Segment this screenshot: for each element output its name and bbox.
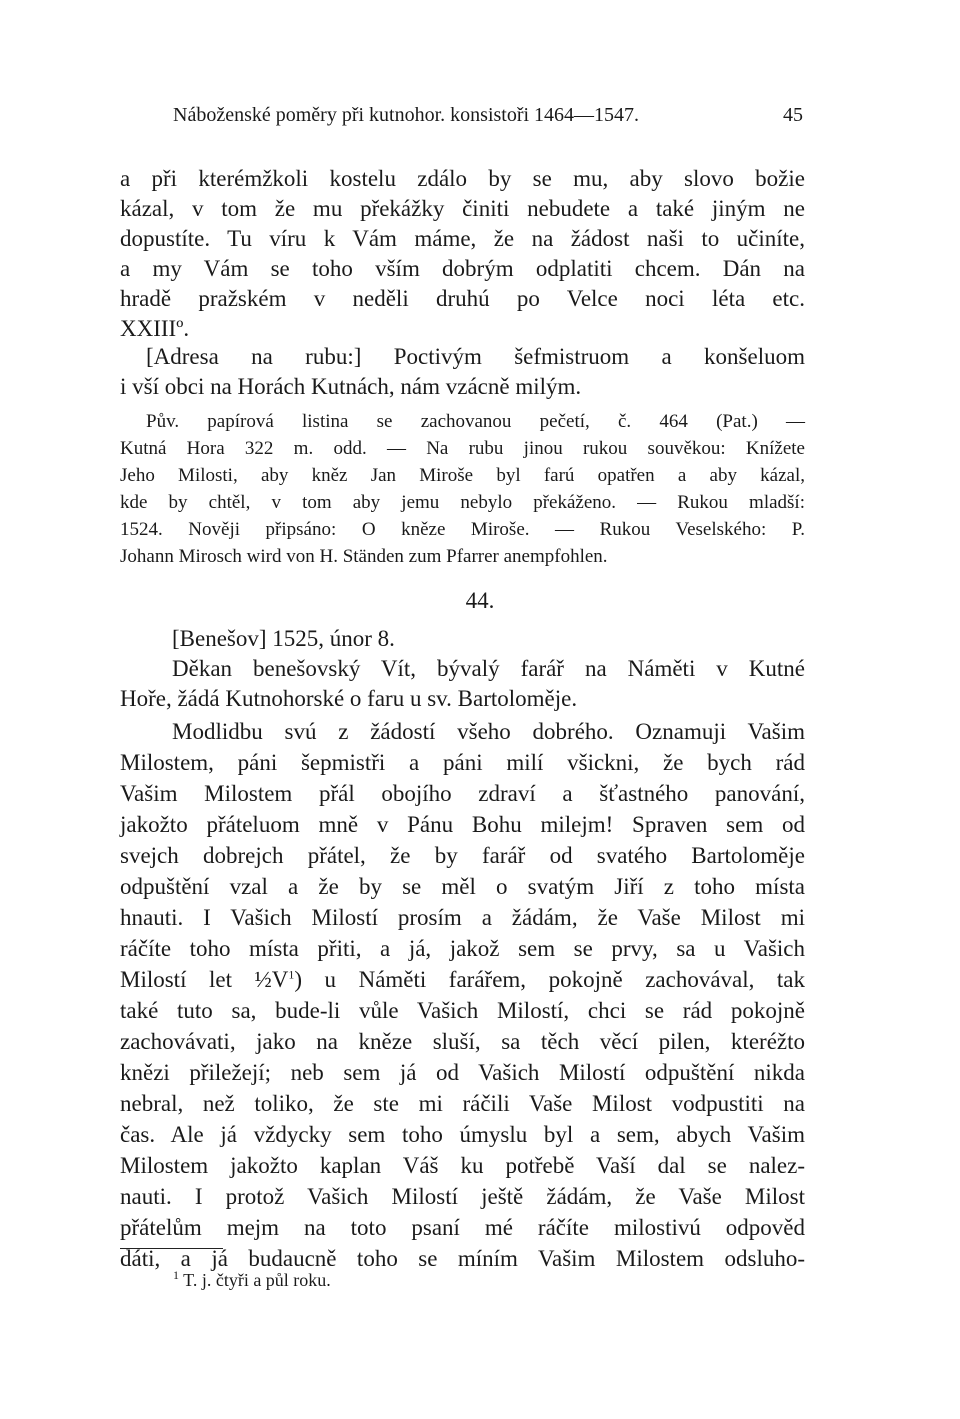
text-line: zachovávati, jako na kněze sluší, sa těch věcí pilen, kteréžto [120,1029,805,1054]
text-line: ráčíte toho místa přiti, a já, jakož sem se prvy, sa u Vašich [120,936,805,961]
text-line: 1524. Nověji připsáno: O kněze Miroše. — Rukou Veselského: P. [120,519,805,540]
text-line: přátelům mejm na toto psaní mé ráčíte milostivú odpověd [120,1215,805,1240]
text-line: hnauti. I Vašich Milostí prosím a žádám, že Vaše Milost mi [120,905,805,930]
text-line: a my Vám se toho vším dobrým odplatiti chcem. Dán na [120,256,805,281]
text-line: [Benešov] 1525, únor 8. [172,626,395,651]
text-line: Johann Mirosch wird von H. Ständen zum Pfarrer anempfohlen. [120,546,608,567]
text-line-with-footnote [120,964,805,995]
text-line: Pův. papírová listina se zachovanou pečetí, č. 464 (Pat.) — [146,411,805,432]
text-line: XXIIIº. [120,316,190,341]
text-line: [Adresa na rubu:] Poctivým šefmistruom a konšeluom [146,344,805,369]
text-line: a při kterémžkoli kostelu zdálo by se mu, aby slovo božie [120,166,805,191]
footnote-rule [120,1248,223,1249]
text-fragment: ) u Náměti farářem, pokojně zachovával, tak [294,967,805,992]
text-fragment: V [271,967,289,992]
text-line: hradě pražském v neděli druhú po Velce noci léta etc. [120,286,805,311]
text-line: dopustíte. Tu víru k Vám máme, že na žádost naši to učiníte, [120,226,805,251]
text-line: dáti, a já budaucně toho se míním Vašim Milostem odsluho- [120,1246,805,1271]
document-number: 44. [465,588,495,613]
footnote-reference: 1 [288,967,295,982]
text-line: Vašim Milostem přál obojího zdraví a šťastného panování, [120,781,805,806]
page-number: 45 [783,104,803,126]
source-note [120,408,805,570]
text-line: Milostem, páni šepmistři a páni milí všickni, že bych rád [120,750,805,775]
text-line: Děkan benešovský Vít, bývalý farář na Náměti v Kutné [172,656,805,681]
text-line: odpuštění vzal a že by se měl o svatým Jiří z toho místa [120,874,805,899]
text-line: i vší obci na Horách Kutnách, nám vzácně milým. [120,374,582,399]
text-line: Milostem jakožto kaplan Váš ku potřebě Vaší dal se nalez- [120,1153,805,1178]
text-line: nebral, než toliko, že ste mi ráčili Vaše Milost vodpustiti na [120,1091,805,1116]
letter-end-paragraph [120,164,805,344]
text-line: také tuto sa, bude-li vůle Vašich Milostí, chci se rád pokojně [120,998,805,1023]
running-header [173,104,803,134]
text-line: knězi přiležejí; neb sem já od Vašich Milostí odpuštění nikda [120,1060,805,1085]
fraction: ½ [254,967,272,992]
text-line: Modlidbu svú z žádostí všeho dobrého. Oznamuji Vašim [172,719,805,744]
text-line: Jeho Milosti, aby kněz Jan Miroše byl farú opatřen a aby kázal, [120,465,805,486]
address-paragraph [120,342,805,402]
text-line: Kutná Hora 322 m. odd. — Na rubu jinou rukou souvěkou: Knížete [120,438,805,459]
text-line: kázal, v tom že mu překážky činiti nebudete a také jiným ne [120,196,805,221]
document-summary [120,654,805,714]
dateline [120,624,805,654]
letter-body [120,716,805,1274]
footnote-text: T. j. čtyři a půl roku. [179,1270,331,1290]
text-line: jakožto přáteluom mně v Pánu Bohu milejm! Spraven sem od [120,812,805,837]
running-title: Náboženské poměry při kutnohor. konsistoři 1464—1547. [173,104,640,126]
text-line: nauti. I protož Vašich Milostí ještě žádám, že Vaše Milost [120,1184,805,1209]
footnote-mark: 1 [173,1268,179,1282]
text-line: Hoře, žádá Kutnohorské o faru u sv. Bartoloměje. [120,686,578,711]
footnote [173,1270,331,1291]
text-line: svejch dobrejch přátel, že by farář od svatého Bartoloměje [120,843,805,868]
text-line: čas. Ale já vždycky sem toho úmyslu byl a sem, abych Vašim [120,1122,805,1147]
text-fragment: Milostí let [120,967,255,992]
text-line: kde by chtěl, v tom aby jemu nebylo překáženo. — Rukou mladší: [120,492,805,513]
